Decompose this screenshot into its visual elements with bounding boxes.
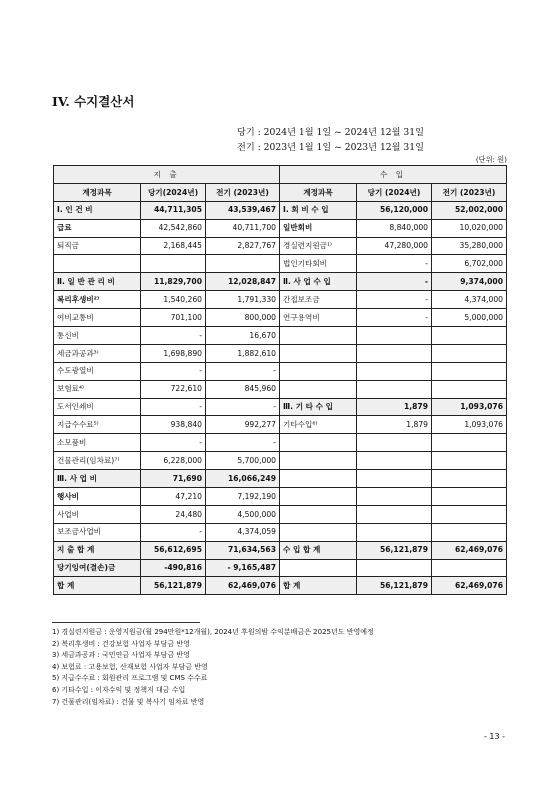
expense-current-cell: 42,542,860 [141,219,206,237]
income-account-cell: 경실련지원금¹⁾ [280,237,357,255]
income-previous-cell: 1,093,076 [432,416,507,434]
income-account-cell: 수 입 합 계 [280,541,357,559]
expense-current-cell: 11,829,700 [141,273,206,291]
expense-account-cell: 당기잉여(결손)금 [54,559,141,577]
expense-current-cell: - [141,362,206,380]
table-row [54,541,507,559]
table-row [54,434,507,452]
expense-previous-cell: 16,066,249 [206,470,280,488]
income-current-cell [357,559,432,577]
expense-current-cell: 24,480 [141,505,206,523]
table-row [54,291,507,309]
table-row [54,523,507,541]
page-title: IV. 수지결산서 [52,94,135,109]
expense-current-cell: 56,121,879 [141,577,206,595]
income-account-cell: Ⅱ. 사 업 수 입 [280,273,357,291]
table-row [54,273,507,291]
expense-previous-cell: 5,700,000 [206,452,280,470]
income-current-cell [357,362,432,380]
col-current-income: 당기 (2024년) [357,183,432,201]
income-previous-cell [432,327,507,345]
income-previous-cell [432,559,507,577]
expense-previous-cell: 1,882,610 [206,344,280,362]
page-number: - 13 - [483,732,505,741]
income-previous-cell [432,470,507,488]
table-row [54,309,507,327]
expense-previous-cell [206,255,280,273]
expense-account-cell: 사업비 [54,505,141,523]
income-current-cell: 56,120,000 [357,201,432,219]
income-current-cell [357,434,432,452]
expense-previous-cell: 800,000 [206,309,280,327]
expense-current-cell: - [141,434,206,452]
income-account-cell: 기타수입⁶⁾ [280,416,357,434]
table-header-columns [54,183,507,201]
income-account-cell [280,327,357,345]
expense-account-cell [54,255,141,273]
income-current-cell: - [357,309,432,327]
expense-previous-cell: 16,670 [206,327,280,345]
income-previous-cell: 5,000,000 [432,309,507,327]
income-account-cell: 간접보조금 [280,291,357,309]
income-previous-cell [432,452,507,470]
expense-account-cell: 통신비 [54,327,141,345]
income-account-cell [280,488,357,506]
table-row [54,398,507,416]
expense-account-cell: 세금과공과³⁾ [54,344,141,362]
table-row [54,201,507,219]
expense-account-cell: 합 계 [54,577,141,595]
footnote-item: 7) 건물관리(임차료) : 건물 및 복사기 임차료 반영 [52,697,205,706]
income-previous-cell: 1,093,076 [432,398,507,416]
expense-previous-cell: 4,500,000 [206,505,280,523]
income-previous-cell [432,434,507,452]
table-row [54,488,507,506]
income-previous-cell: 35,280,000 [432,237,507,255]
footnote-item: 6) 기타수입 : 이자수익 및 정책지 대금 수입 [52,685,186,694]
income-previous-cell: 10,020,000 [432,219,507,237]
expense-previous-cell: 1,791,330 [206,291,280,309]
expense-current-cell: 701,100 [141,309,206,327]
expense-account-cell: 건물관리(임차료)⁷⁾ [54,452,141,470]
expense-previous-cell: 4,374,059 [206,523,280,541]
expense-account-cell: 복리후생비²⁾ [54,291,141,309]
table-row [54,219,507,237]
expense-current-cell: 2,168,445 [141,237,206,255]
expense-current-cell: 1,540,260 [141,291,206,309]
expense-previous-cell: - 9,165,487 [206,559,280,577]
income-current-cell: 56,121,879 [357,577,432,595]
expense-current-cell: 47,210 [141,488,206,506]
income-current-cell: - [357,291,432,309]
expense-account-cell: 보험료⁴⁾ [54,380,141,398]
col-previous-expense: 전기 (2023년) [206,183,280,201]
expense-previous-cell: 43,539,467 [206,201,280,219]
income-account-cell: 연구용역비 [280,309,357,327]
expense-current-cell: -490,816 [141,559,206,577]
income-previous-cell: 4,374,000 [432,291,507,309]
income-account-cell [280,434,357,452]
expense-previous-cell: 7,192,190 [206,488,280,506]
expense-current-cell: - [141,327,206,345]
income-account-cell: 일반회비 [280,219,357,237]
footnotes [52,627,374,708]
income-header: 수 입 [280,166,507,184]
expense-current-cell: 56,612,695 [141,541,206,559]
col-account-expense: 계정과목 [54,183,141,201]
income-current-cell [357,488,432,506]
expense-account-cell: 수도광열비 [54,362,141,380]
expense-account-cell: 행사비 [54,488,141,506]
income-previous-cell: 9,374,000 [432,273,507,291]
income-previous-cell [432,380,507,398]
expense-current-cell: - [141,398,206,416]
expense-header: 지 출 [54,166,280,184]
expense-account-cell: 지급수수료⁵⁾ [54,416,141,434]
expense-account-cell: Ⅱ. 일 반 관 리 비 [54,273,141,291]
income-account-cell [280,559,357,577]
income-previous-cell [432,344,507,362]
income-current-cell: 8,840,000 [357,219,432,237]
income-account-cell: 합 계 [280,577,357,595]
income-current-cell: 56,121,879 [357,541,432,559]
table-row [54,470,507,488]
expense-previous-cell: - [206,434,280,452]
period-previous: 전기 : 2023년 1월 1일 ~ 2023년 12월 31일 [237,142,424,153]
expense-current-cell: 938,840 [141,416,206,434]
income-previous-cell [432,362,507,380]
income-current-cell [357,523,432,541]
expense-previous-cell: - [206,398,280,416]
col-current-expense: 당기(2024년) [141,183,206,201]
expense-previous-cell: 71,634,563 [206,541,280,559]
footnote-divider [52,622,200,623]
table-header-group [54,166,507,184]
income-account-cell [280,523,357,541]
table-row [54,577,507,595]
expense-current-cell: - [141,523,206,541]
income-account-cell [280,380,357,398]
expense-previous-cell: 40,711,700 [206,219,280,237]
income-previous-cell: 6,702,000 [432,255,507,273]
income-current-cell [357,327,432,345]
footnote-item: 3) 세금과공과 : 국민연금 사업자 부담금 반영 [52,651,190,660]
income-account-cell [280,362,357,380]
income-current-cell [357,344,432,362]
income-current-cell [357,470,432,488]
income-previous-cell [432,523,507,541]
expense-current-cell: 722,610 [141,380,206,398]
expense-current-cell: 1,698,890 [141,344,206,362]
income-current-cell: 1,879 [357,398,432,416]
footnote-item: 2) 복리후생비 : 건강보험 사업자 부담금 반영 [52,639,190,648]
income-account-cell [280,344,357,362]
income-current-cell: - [357,273,432,291]
expense-previous-cell: 992,277 [206,416,280,434]
expense-previous-cell: - [206,362,280,380]
income-current-cell [357,452,432,470]
income-account-cell [280,505,357,523]
income-current-cell: 47,280,000 [357,237,432,255]
expense-previous-cell: 62,469,076 [206,577,280,595]
income-account-cell [280,470,357,488]
table-row [54,505,507,523]
expense-current-cell: 6,228,000 [141,452,206,470]
income-previous-cell [432,505,507,523]
income-account-cell: 법인기타회비 [280,255,357,273]
expense-account-cell: 소모품비 [54,434,141,452]
expense-account-cell: 보조금사업비 [54,523,141,541]
expense-account-cell: Ⅰ. 인 건 비 [54,201,141,219]
expense-previous-cell: 2,827,767 [206,237,280,255]
table-row [54,362,507,380]
table-row [54,255,507,273]
income-previous-cell [432,488,507,506]
income-current-cell: 1,879 [357,416,432,434]
footnote-item: 5) 지급수수료 : 회원관리 프로그램 및 CMS 수수료 [52,674,208,683]
footnote-item: 1) 경실련지원금 : 운영지원금(월 294만원*12개월), 2024년 후원의밤 수익분배금은 2025년도 반영예정 [52,628,374,636]
unit-label: (단위: 원) [475,155,507,164]
col-previous-income: 전기 (2023년) [432,183,507,201]
income-previous-cell: 62,469,076 [432,541,507,559]
expense-previous-cell: 845,960 [206,380,280,398]
settlement-table [53,165,507,595]
expense-account-cell: 퇴직금 [54,237,141,255]
table-row [54,416,507,434]
col-account-income: 계정과목 [280,183,357,201]
period-current: 당기 : 2024년 1월 1일 ~ 2024년 12월 31일 [237,127,424,138]
income-current-cell: - [357,255,432,273]
expense-account-cell: 급료 [54,219,141,237]
expense-previous-cell: 12,028,847 [206,273,280,291]
expense-account-cell: 도서인쇄비 [54,398,141,416]
table-row [54,380,507,398]
table-row [54,452,507,470]
expense-current-cell: 44,711,305 [141,201,206,219]
income-previous-cell: 52,002,000 [432,201,507,219]
expense-account-cell: Ⅲ. 사 업 비 [54,470,141,488]
expense-current-cell [141,255,206,273]
table-row [54,559,507,577]
expense-current-cell: 71,690 [141,470,206,488]
income-account-cell [280,452,357,470]
expense-account-cell: 지 출 합 계 [54,541,141,559]
table-row [54,327,507,345]
income-previous-cell: 62,469,076 [432,577,507,595]
footnote-item: 4) 보험료 : 고용보험, 산재보험 사업자 부담금 반영 [52,662,208,671]
table-row [54,237,507,255]
income-account-cell: Ⅲ. 기 타 수 입 [280,398,357,416]
income-current-cell [357,380,432,398]
expense-account-cell: 여비교통비 [54,309,141,327]
income-current-cell [357,505,432,523]
income-account-cell: Ⅰ. 회 비 수 입 [280,201,357,219]
table-row [54,344,507,362]
